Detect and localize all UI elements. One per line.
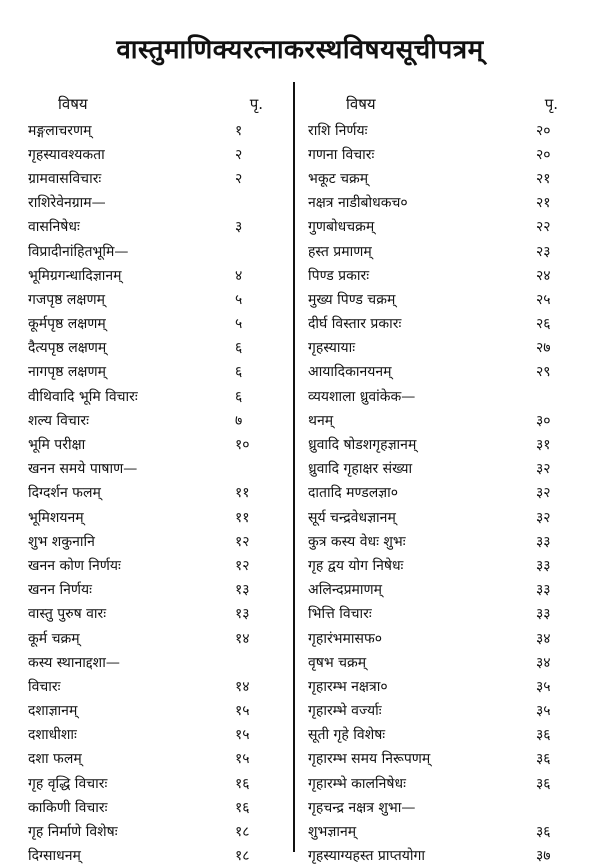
index-entry xyxy=(308,481,578,505)
entry-page: १६ xyxy=(235,775,250,792)
index-entry xyxy=(308,432,578,456)
entry-subject: गृहारम्भ समय निरूपणम् xyxy=(308,751,431,768)
entry-subject: गणना विचारः xyxy=(308,146,375,163)
entry-subject: अलिन्दप्रमाणम् xyxy=(308,582,383,599)
index-entry xyxy=(308,239,578,263)
index-entry xyxy=(308,457,578,481)
entry-page: १० xyxy=(235,437,250,454)
index-entry xyxy=(28,215,283,239)
entry-subject: मङ्गलाचरणम् xyxy=(28,122,92,139)
entry-subject: दशा फलम् xyxy=(28,751,82,768)
entry-subject: कूर्मपृष्ठ लक्षणम् xyxy=(28,316,106,333)
entry-subject: वीथिवादि भूमि विचारः xyxy=(28,388,138,405)
entry-subject: भूमिशयनम् xyxy=(28,509,84,526)
entry-subject: वास्तु पुरुष वारः xyxy=(28,606,107,623)
index-entry xyxy=(308,360,578,384)
subject-header: विषय xyxy=(58,95,88,113)
index-entry xyxy=(28,747,283,771)
entry-subject: गृहस्यावश्यकता xyxy=(28,146,105,163)
entry-subject: काकिणी विचारः xyxy=(28,799,108,816)
index-entry xyxy=(28,844,283,868)
page-title: वास्तुमाणिक्यरत्नाकरस्थविषयसूचीपत्रम् xyxy=(116,35,484,65)
entry-subject: कस्य स्थानाद्दशा— xyxy=(28,654,120,671)
entry-page: ११ xyxy=(235,509,250,526)
entry-page: ३३ xyxy=(536,557,551,574)
index-entry xyxy=(28,432,283,456)
index-entry xyxy=(308,191,578,215)
index-entry xyxy=(28,239,283,263)
entry-subject: भूमिग्रगन्धादिज्ञानम् xyxy=(28,267,122,284)
index-entry xyxy=(28,166,283,190)
entry-page: ३६ xyxy=(536,727,551,744)
index-entry xyxy=(28,384,283,408)
entry-page: ७ xyxy=(235,412,243,429)
index-entry xyxy=(28,408,283,432)
index-entry xyxy=(308,578,578,602)
entry-subject: गजपृष्ठ लक्षणम् xyxy=(28,291,105,308)
entry-subject: वासनिषेधः xyxy=(28,219,80,236)
entry-page: ५ xyxy=(235,316,243,333)
entry-subject: गृहस्यायाः xyxy=(308,340,356,357)
entry-page: २ xyxy=(235,170,243,187)
entry-page: १३ xyxy=(235,606,250,623)
index-list-right xyxy=(308,118,578,868)
entry-page: २१ xyxy=(536,195,551,212)
entry-page: १२ xyxy=(235,533,250,550)
index-entry xyxy=(28,118,283,142)
index-entry xyxy=(308,312,578,336)
index-entry xyxy=(28,142,283,166)
entry-page: २२ xyxy=(536,219,551,236)
entry-subject: दातादि मण्डलज्ञा० xyxy=(308,485,399,502)
entry-page: २९ xyxy=(536,364,551,381)
entry-page: २० xyxy=(536,122,551,139)
entry-subject: गृहारम्भ नक्षत्रा० xyxy=(308,678,388,695)
entry-subject: थनम् xyxy=(308,412,334,429)
entry-subject: विप्रादीनांहितभूमि— xyxy=(28,243,129,260)
entry-subject: विचारः xyxy=(28,678,61,695)
index-entry xyxy=(28,602,283,626)
index-entry xyxy=(308,142,578,166)
entry-subject: व्ययशाला ध्रुवांकेक— xyxy=(308,388,416,405)
index-column-left xyxy=(28,90,283,868)
entry-page: २३ xyxy=(536,243,551,260)
index-entry xyxy=(308,771,578,795)
entry-subject: गृहारम्भे वर्ज्याः xyxy=(308,703,382,720)
index-entry xyxy=(28,699,283,723)
entry-page: ३३ xyxy=(536,582,551,599)
index-entry xyxy=(28,191,283,215)
index-entry xyxy=(28,795,283,819)
entry-subject: पिण्ड प्रकारः xyxy=(308,267,370,284)
entry-page: ३५ xyxy=(536,703,551,720)
index-entry xyxy=(308,650,578,674)
entry-page: १४ xyxy=(235,678,250,695)
entry-subject: सूती गृहे विशेषः xyxy=(308,727,386,744)
entry-page: ६ xyxy=(235,388,243,405)
entry-page: ३७ xyxy=(536,848,551,865)
entry-page: १३ xyxy=(235,582,250,599)
index-entry xyxy=(308,553,578,577)
entry-subject: गृहस्याग्यहस्त प्राप्तयोगा xyxy=(308,848,426,865)
entry-subject: गृह द्वय योग निषेधः xyxy=(308,557,404,574)
entry-subject: गृह निर्माणे विशेषः xyxy=(28,824,118,841)
entry-page: १८ xyxy=(235,848,250,865)
index-entry xyxy=(28,819,283,843)
entry-page: ५ xyxy=(235,291,243,308)
entry-page: १२ xyxy=(235,557,250,574)
subject-header: विषय xyxy=(346,95,376,113)
entry-subject: खनन समये पाषाण— xyxy=(28,461,138,478)
entry-subject: कुत्र कस्य वेधः शुभः xyxy=(308,533,406,550)
entry-subject: आयादिकानयनम् xyxy=(308,364,392,381)
entry-page: २५ xyxy=(536,291,551,308)
column-divider xyxy=(293,82,295,852)
index-entry xyxy=(28,263,283,287)
entry-page: ४ xyxy=(235,267,243,284)
entry-page: २० xyxy=(536,146,551,163)
entry-subject: गुणबोधचक्रम् xyxy=(308,219,375,236)
entry-page: २१ xyxy=(536,170,551,187)
entry-subject: भूमि परीक्षा xyxy=(28,437,86,454)
entry-page: ३४ xyxy=(536,630,551,647)
index-list-left xyxy=(28,118,283,868)
index-entry xyxy=(308,384,578,408)
entry-page: ३५ xyxy=(536,678,551,695)
index-entry xyxy=(308,529,578,553)
entry-subject: मुख्य पिण्ड चक्रम् xyxy=(308,291,396,308)
index-entry xyxy=(28,529,283,553)
index-entry xyxy=(28,578,283,602)
entry-subject: भित्ति विचारः xyxy=(308,606,372,623)
entry-page: ३१ xyxy=(536,437,551,454)
index-entry xyxy=(308,795,578,819)
entry-subject: राशि निर्णयः xyxy=(308,122,368,139)
entry-subject: ध्रुवादि गृहाक्षर संख्या xyxy=(308,461,413,478)
entry-subject: गृहारंभमासफ० xyxy=(308,630,383,647)
index-entry xyxy=(28,481,283,505)
entry-page: ३६ xyxy=(536,775,551,792)
entry-page: २७ xyxy=(536,340,551,357)
index-entry xyxy=(308,287,578,311)
index-entry xyxy=(28,287,283,311)
index-entry xyxy=(308,215,578,239)
index-entry xyxy=(308,844,578,868)
entry-subject: राशिरेवेनग्राम— xyxy=(28,195,106,212)
index-entry xyxy=(308,505,578,529)
index-entry xyxy=(308,747,578,771)
entry-subject: भकूट चक्रम् xyxy=(308,170,369,187)
entry-subject: शुभज्ञानम् xyxy=(308,824,357,841)
entry-page: २४ xyxy=(536,267,551,284)
index-entry xyxy=(28,650,283,674)
index-entry xyxy=(28,336,283,360)
index-entry xyxy=(28,723,283,747)
index-entry xyxy=(308,602,578,626)
index-entry xyxy=(28,553,283,577)
column-header xyxy=(308,90,578,118)
entry-page: ३२ xyxy=(536,485,551,502)
entry-subject: कूर्म चक्रम् xyxy=(28,630,80,647)
entry-subject: ग्रामवासविचारः xyxy=(28,170,102,187)
entry-page: ३४ xyxy=(536,654,551,671)
index-entry xyxy=(308,723,578,747)
entry-page: ३० xyxy=(536,412,551,429)
index-entry xyxy=(308,166,578,190)
index-column-right xyxy=(308,90,578,868)
entry-page: ३ xyxy=(235,219,243,236)
entry-page: ३३ xyxy=(536,606,551,623)
entry-subject: नक्षत्र नाडीबोधकच० xyxy=(308,195,408,212)
entry-subject: खनन कोण निर्णयः xyxy=(28,557,121,574)
index-entry xyxy=(308,336,578,360)
entry-subject: दशाधीशाः xyxy=(28,727,77,744)
page-header: पृ. xyxy=(249,95,263,113)
index-entry xyxy=(308,674,578,698)
entry-subject: दीर्घ विस्तार प्रकारः xyxy=(308,316,402,333)
entry-subject: सूर्य चन्द्रवेधज्ञानम् xyxy=(308,509,396,526)
entry-subject: गृहारम्भे कालनिषेधः xyxy=(308,775,406,792)
entry-page: ३६ xyxy=(536,824,551,841)
index-entry xyxy=(308,626,578,650)
index-entry xyxy=(308,118,578,142)
entry-subject: नागपृष्ठ लक्षणम् xyxy=(28,364,106,381)
entry-page: ३३ xyxy=(536,533,551,550)
entry-page: १८ xyxy=(235,824,250,841)
index-entry xyxy=(28,505,283,529)
index-entry xyxy=(28,626,283,650)
entry-page: ३२ xyxy=(536,509,551,526)
index-entry xyxy=(28,771,283,795)
index-entry xyxy=(308,408,578,432)
entry-page: ३६ xyxy=(536,751,551,768)
entry-page: ६ xyxy=(235,364,243,381)
index-entry xyxy=(308,699,578,723)
entry-subject: ध्रुवादि षोडशगृहज्ञानम् xyxy=(308,437,417,454)
entry-page: ११ xyxy=(235,485,250,502)
entry-subject: दैत्यपृष्ठ लक्षणम् xyxy=(28,340,107,357)
entry-page: १६ xyxy=(235,799,250,816)
index-entry xyxy=(28,674,283,698)
index-entry xyxy=(28,457,283,481)
index-entry xyxy=(308,263,578,287)
entry-subject: खनन निर्णयः xyxy=(28,582,92,599)
entry-page: १५ xyxy=(235,751,250,768)
column-header xyxy=(28,90,283,118)
entry-subject: गृह वृद्धि विचारः xyxy=(28,775,108,792)
index-entry xyxy=(28,360,283,384)
page-header: पृ. xyxy=(544,95,558,113)
index-entry xyxy=(28,312,283,336)
entry-page: १५ xyxy=(235,703,250,720)
entry-subject: हस्त प्रमाणम् xyxy=(308,243,372,260)
entry-subject: दिग्दर्शन फलम् xyxy=(28,485,101,502)
entry-subject: दशाज्ञानम् xyxy=(28,703,78,720)
index-entry xyxy=(308,819,578,843)
entry-subject: दिग्साधनम् xyxy=(28,848,81,865)
entry-subject: गृहचन्द्र नक्षत्र शुभा— xyxy=(308,799,416,816)
entry-page: १४ xyxy=(235,630,250,647)
entry-subject: वृषभ चक्रम् xyxy=(308,654,367,671)
entry-page: २६ xyxy=(536,316,551,333)
entry-page: ६ xyxy=(235,340,243,357)
entry-subject: शल्य विचारः xyxy=(28,412,89,429)
entry-page: ३२ xyxy=(536,461,551,478)
entry-subject: शुभ शकुनानि xyxy=(28,533,95,550)
entry-page: २ xyxy=(235,146,243,163)
entry-page: १५ xyxy=(235,727,250,744)
entry-page: १ xyxy=(235,122,243,139)
